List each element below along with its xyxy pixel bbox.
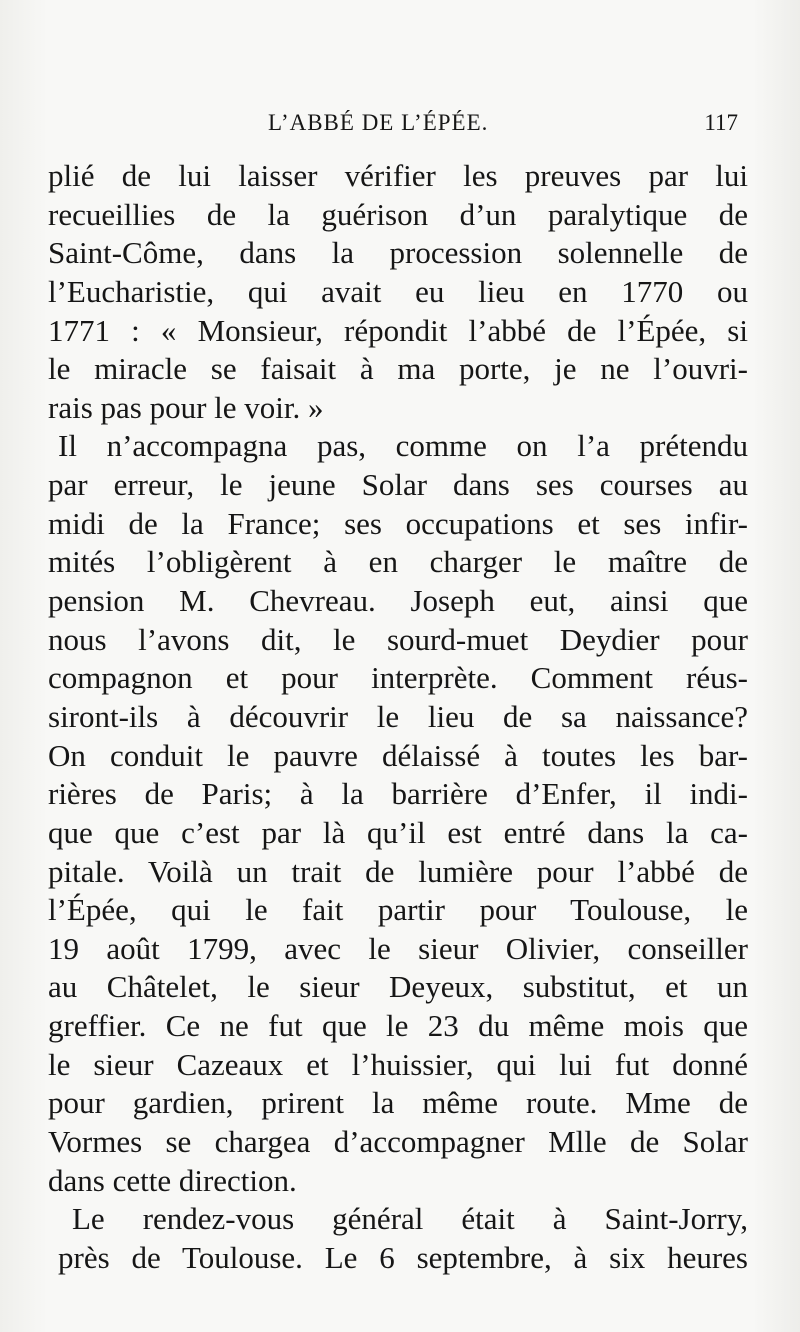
text-line: recueillies de la guérison d’un paralytique de: [48, 196, 748, 232]
text-line: Il n’accompagna pas, comme on l’a prétendu: [58, 428, 748, 464]
text-line: l’Eucharistie, qui avait eu lieu en 1770 ou: [48, 273, 748, 309]
text-line: compagnon et pour interprète. Comment réus-: [48, 660, 748, 696]
text-line: pour gardien, prirent la même route. Mme de: [48, 1085, 748, 1121]
text-line: au Châtelet, le sieur Deyeux, substitut, et un: [48, 969, 748, 1005]
text-line: par erreur, le jeune Solar dans ses courses au: [48, 467, 748, 503]
text-line: 1771 : « Monsieur, répondit l’abbé de l’Épée, si: [48, 312, 748, 348]
text-line: On conduit le pauvre délaissé à toutes les bar-: [48, 737, 748, 773]
text-line: Vormes se chargea d’accompagner Mlle de Solar: [48, 1124, 748, 1160]
text-line: le sieur Cazeaux et l’huissier, qui lui fut donné: [48, 1046, 748, 1082]
text-line: greffier. Ce ne fut que le 23 du même mois que: [48, 1008, 748, 1044]
text-line: siront-ils à découvrir le lieu de sa naissance?: [48, 698, 748, 734]
page-number: 117: [704, 110, 738, 135]
text-line: pitale. Voilà un trait de lumière pour l’abbé de: [48, 853, 748, 889]
text-line: le miracle se faisait à ma porte, je ne l’ouvri-: [48, 351, 748, 387]
text-line: Saint-Côme, dans la procession solennelle de: [48, 235, 748, 271]
text-line: l’Épée, qui le fait partir pour Toulouse, le: [48, 892, 748, 928]
text-line: 19 août 1799, avec le sieur Olivier, conseiller: [48, 930, 748, 966]
text-line: rières de Paris; à la barrière d’Enfer, il indi-: [48, 776, 748, 812]
text-line: plié de lui laisser vérifier les preuves par lui: [48, 158, 748, 193]
page-header: [48, 110, 738, 144]
text-line: mités l’obligèrent à en charger le maître de: [48, 544, 748, 580]
text-line: midi de la France; ses occupations et ses infir-: [48, 505, 748, 541]
text-line: nous l’avons dit, le sourd-muet Deydier pour: [48, 621, 748, 657]
running-head: L’ABBÉ DE L’ÉPÉE.: [268, 110, 489, 135]
text-line: rais pas pour le voir. »: [48, 389, 324, 425]
text-line: Le rendez-vous général était à Saint-Jorry,: [72, 1201, 748, 1237]
text-line: dans cette direction.: [48, 1162, 297, 1198]
body-text: [48, 157, 748, 1278]
text-line: près de Toulouse. Le 6 septembre, à six heures: [58, 1239, 748, 1275]
text-line: pension M. Chevreau. Joseph eut, ainsi que: [48, 583, 748, 619]
text-line: que que c’est par là qu’il est entré dans la ca-: [48, 814, 748, 850]
